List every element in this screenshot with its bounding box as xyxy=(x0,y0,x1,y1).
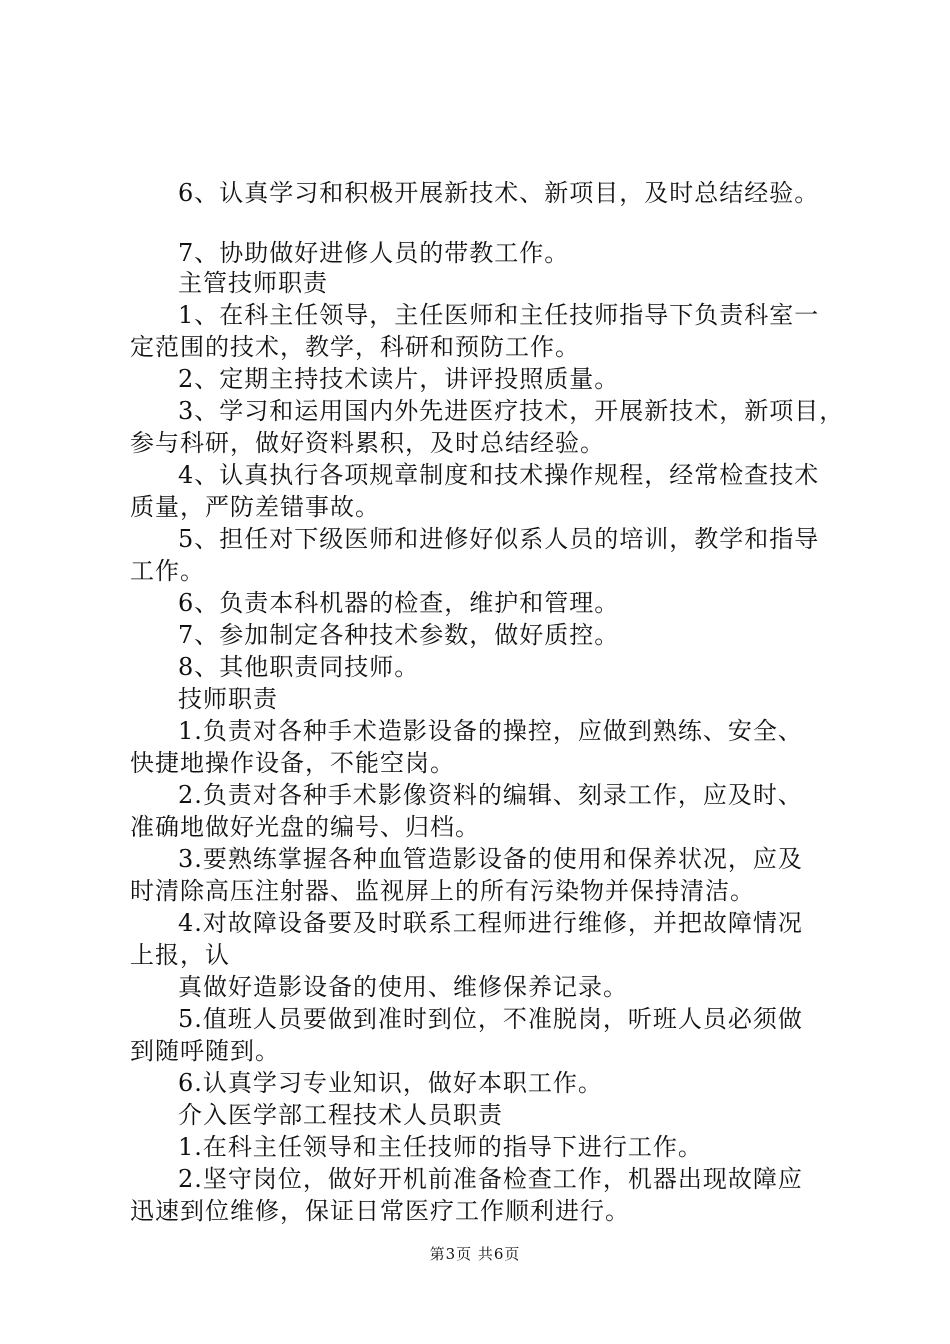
text-line: 工作。 xyxy=(130,557,205,585)
text-line: 5、担任对下级医师和进修好似系人员的培训，教学和指导 xyxy=(178,525,820,553)
text-line: 定范围的技术，教学，科研和预防工作。 xyxy=(130,333,580,361)
text-line: 2.负责对各种手术影像资料的编辑、刻录工作，应及时、 xyxy=(178,781,803,809)
text-line: 快捷地操作设备，不能空岗。 xyxy=(130,749,455,777)
text-line: 真做好造影设备的使用、维修保养记录。 xyxy=(178,973,628,1001)
text-line: 2.坚守岗位，做好开机前准备检查工作，机器出现故障应 xyxy=(178,1165,803,1193)
text-line: 4.对故障设备要及时联系工程师进行维修，并把故障情况 xyxy=(178,909,803,937)
text-line: 8、其他职责同技师。 xyxy=(178,653,420,681)
text-line: 1.负责对各种手术造影设备的操控，应做到熟练、安全、 xyxy=(178,717,803,745)
text-line: 质量，严防差错事故。 xyxy=(130,493,380,521)
text-line: 3、学习和运用国内外先进医疗技术，开展新技术，新项目， xyxy=(178,397,845,425)
text-line: 到随呼随到。 xyxy=(130,1037,280,1065)
text-line: 7、参加制定各种技术参数，做好质控。 xyxy=(178,621,620,649)
text-line: 1、在科主任领导，主任医师和主任技师指导下负责科室一 xyxy=(178,301,820,329)
text-line: 5.值班人员要做到准时到位，不准脱岗，听班人员必须做 xyxy=(178,1005,803,1033)
section-heading: 技师职责 xyxy=(178,685,278,713)
text-line: 1.在科主任领导和主任技师的指导下进行工作。 xyxy=(178,1133,703,1161)
text-line: 7、协助做好进修人员的带教工作。 xyxy=(178,239,570,267)
text-line: 6、认真学习和积极开展新技术、新项目，及时总结经验。 xyxy=(178,179,820,207)
text-line: 上报，认 xyxy=(130,941,230,969)
text-line: 参与科研，做好资料累积，及时总结经验。 xyxy=(130,429,605,457)
text-line: 准确地做好光盘的编号、归档。 xyxy=(130,813,480,841)
text-line: 迅速到位维修，保证日常医疗工作顺利进行。 xyxy=(130,1197,630,1225)
section-heading: 介入医学部工程技术人员职责 xyxy=(178,1101,503,1129)
text-line: 时清除高压注射器、监视屏上的所有污染物并保持清洁。 xyxy=(130,877,755,905)
section-heading: 主管技师职责 xyxy=(178,269,328,297)
text-line: 3.要熟练掌握各种血管造影设备的使用和保养状况，应及 xyxy=(178,845,803,873)
text-line: 4、认真执行各项规章制度和技术操作规程，经常检查技术 xyxy=(178,461,820,489)
page-footer: 第3页 共6页 xyxy=(429,1245,521,1263)
text-line: 2、定期主持技术读片，讲评投照质量。 xyxy=(178,365,620,393)
text-line: 6、负责本科机器的检查，维护和管理。 xyxy=(178,589,620,617)
text-line: 6.认真学习专业知识，做好本职工作。 xyxy=(178,1069,603,1097)
